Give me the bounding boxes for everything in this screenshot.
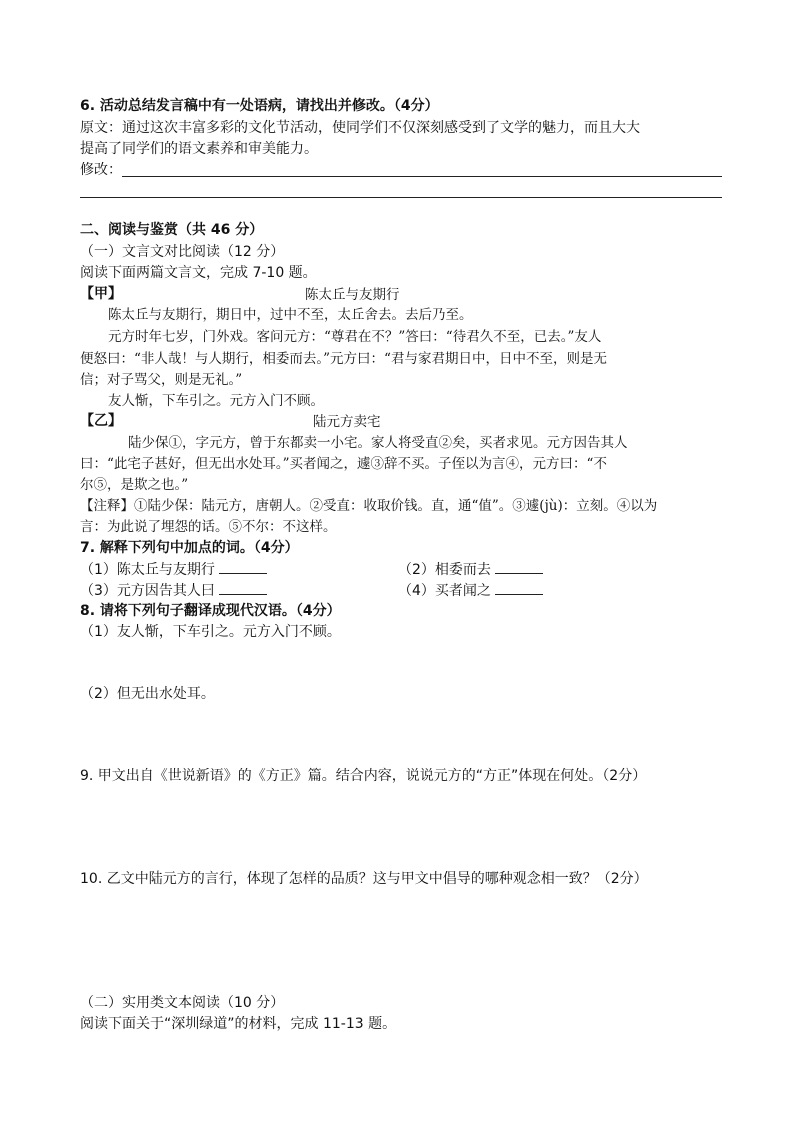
- q7-item-3: [80, 580, 267, 601]
- passage-jia-p2-line1: 元方时年七岁，门外戏。客问元方：“尊君在不？”答曰：“待君久不至，已去。”友人: [108, 329, 602, 345]
- passage-jia-p2-line3: 信；对子骂父，则是无礼。”: [80, 372, 243, 388]
- passage-yi-p1-line1: 陆少保①，字元方，曾于东都卖一小宅。家人将受直②矣，买者求见。元方因告其人: [128, 435, 628, 451]
- q8-item-1: （1）友人惭，下车引之。元方入门不顾。: [80, 624, 341, 640]
- q8-title: 8. 请将下列句子翻译成现代汉语。（4分）: [80, 603, 341, 619]
- subsection-classical-heading: （一）文言文对比阅读（12 分）: [80, 244, 285, 260]
- q8-item-2: （2）但无出水处耳。: [80, 686, 215, 702]
- q7-item-4: [398, 580, 543, 601]
- q9-title: 9. 甲文出自《世说新语》的《方正》篇。结合内容，说说元方的“方正”体现在何处。（2分）: [80, 768, 647, 784]
- q7-item-3-text: （3）元方因告其人曰: [80, 583, 215, 599]
- passage-jia-p2-line2: 便怒曰：“非人哉！与人期行，相委而去。”元方曰：“君与家君期日中，日中不至，则是无: [80, 351, 607, 367]
- q7-item-3-blank[interactable]: [219, 580, 267, 595]
- q6-original-line1: 原文：通过这次丰富多彩的文化节活动，使同学们不仅深刻感受到了文学的魅力，而且大大: [80, 120, 640, 136]
- passage-yi-p1-line3: 尔⑤，是欺之也。”: [80, 477, 189, 493]
- q7-item-1-blank[interactable]: [219, 559, 267, 574]
- q6-title: 6. 活动总结发言稿中有一处语病，请找出并修改。（4分）: [80, 98, 439, 114]
- q7-item-1: [80, 559, 267, 580]
- passage-jia-label: 【甲】: [80, 286, 122, 302]
- q7-item-2-blank[interactable]: [495, 559, 543, 574]
- q7-item-4-text: （4）买者闻之: [398, 583, 491, 599]
- passage-yi-p1-line2: 曰：“此宅子甚好，但无出水处耳。”买者闻之，遽③辞不买。子侄以为言④，元方曰：“不: [80, 456, 607, 472]
- q6-fix-label: 修改：: [80, 162, 122, 178]
- passage-yi-note-line1: 【注释】①陆少保：陆元方，唐朝人。②受直：收取价钱。直，通“值”。③遽(jù)：立刻。④以为: [80, 498, 658, 514]
- practical-intro: 阅读下面关于“深圳绿道”的材料，完成 11-13 题。: [80, 1016, 397, 1032]
- q7-item-2: [398, 559, 543, 580]
- passage-yi-note-line2: 言：为此说了埋怨的话。⑤不尔：不这样。: [80, 519, 337, 535]
- q6-answer-line-2[interactable]: [80, 197, 722, 198]
- passage-yi-label: 【乙】: [80, 413, 122, 429]
- q7-item-4-blank[interactable]: [495, 580, 543, 595]
- q10-title: 10. 乙文中陆元方的言行，体现了怎样的品质？这与甲文中倡导的哪种观念相一致？（2分）: [80, 871, 648, 887]
- q6-original-line2: 提高了同学们的语文素养和审美能力。: [80, 141, 318, 157]
- passage-jia-p3: 友人惭，下车引之。元方入门不顾。: [108, 393, 324, 409]
- section-heading: 二、阅读与鉴赏（共 46 分）: [80, 222, 264, 238]
- q7-title: 7. 解释下列句中加点的词。（4分）: [80, 540, 299, 556]
- q7-item-1-text: （1）陈太丘与友期行: [80, 562, 215, 578]
- classical-intro: 阅读下面两篇文言文，完成 7-10 题。: [80, 265, 317, 281]
- subsection-practical-heading: （二）实用类文本阅读（10 分）: [80, 995, 285, 1011]
- q6-answer-line-1[interactable]: [122, 176, 722, 177]
- passage-jia-title: 陈太丘与友期行: [305, 287, 400, 303]
- passage-yi-title: 陆元方卖宅: [313, 414, 381, 430]
- passage-jia-p1: 陈太丘与友期行，期日中，过中不至，太丘舍去。去后乃至。: [108, 307, 473, 323]
- q7-item-2-text: （2）相委而去: [398, 562, 491, 578]
